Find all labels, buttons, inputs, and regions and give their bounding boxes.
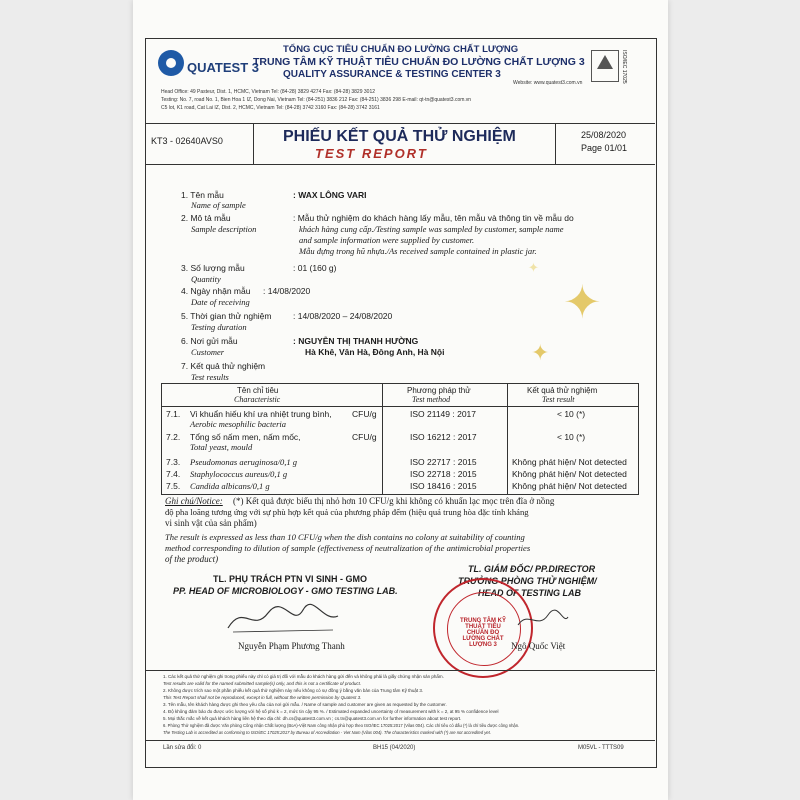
address-line-3: C5 lot, K1 road, Cat Lai IZ, Dist. 2, HCMC, Vietnam Tel: (84-28) 3742 3160 Fax: (84-28) 3742 3161 <box>161 105 380 111</box>
quantity: : 01 (160 g) <box>293 263 337 273</box>
sparkle-icon: ✦ <box>528 260 539 275</box>
field-label-en: Test results <box>191 372 229 382</box>
test-method: ISO 18416 : 2015 <box>410 481 477 491</box>
logo-text: QUATEST 3 <box>187 60 259 75</box>
characteristic-en: Total yeast, mould <box>190 442 253 452</box>
row-number: 7.4. <box>166 469 181 479</box>
sparkle-icon: ✦ <box>563 277 602 328</box>
website: Website: www.quatest3.com.vn <box>513 80 583 86</box>
address-line-2: Testing: No. 7, road No. 1, Bien Hoa 1 IZ, Dong Nai, Vietnam Tel: (84-251) 3836 212 Fax: (84-251) 3836 298 E-mail: qt-tn@quatest3.com.vn <box>161 97 472 103</box>
test-result: Không phát hiện/ Not detected <box>512 469 627 479</box>
row-number: 7.1. <box>166 409 181 419</box>
right-signatory-title: TL. GIÁM ĐỐC/ PP.DIRECTOR <box>468 564 596 574</box>
test-method: ISO 22718 : 2015 <box>410 469 477 479</box>
report-number: KT3 - 02640AVS0 <box>151 136 223 146</box>
footer-line: 5. Mọi thắc mắc về kết quả khách hàng liên hệ theo địa chỉ: dh.cs@quatest3.com.vn ; cs.tn@quatest3.com.vn for further information about test report. <box>163 716 462 721</box>
field-label: 2. Mô tả mẫu <box>181 213 231 223</box>
notice-text: (*) Kết quả được biểu thị nhỏ hơn 10 CFU/g khi không có khuẩn lạc mọc trên đĩa ở nồng <box>233 496 555 506</box>
footer-line: Test results are valid for the named submitted sample(s) only, and this is not a certificate of product. <box>163 681 362 686</box>
row-number: 7.3. <box>166 457 181 467</box>
right-signatory-title: TRƯỞNG PHÒNG THỬ NGHIỆM/ <box>458 576 597 586</box>
footer-line: 1. Các kết quả thử nghiệm ghi trong phiếu này chỉ có giá trị đối với mẫu do khách hàng gửi đến và không phải là giấy chứng nhận sản phẩm. <box>163 674 444 679</box>
report-title-en: TEST REPORT <box>315 146 428 161</box>
left-signatory-title: TL. PHỤ TRÁCH PTN VI SINH - GMO <box>213 574 367 584</box>
divider <box>253 124 254 164</box>
field-label-en: Name of sample <box>191 200 246 210</box>
field-label-en: Customer <box>191 347 225 357</box>
title-bar <box>145 123 655 165</box>
right-signatory-title-en: HEAD OF TESTING LAB <box>478 588 581 598</box>
field-label-en: Sample description <box>191 224 257 234</box>
notice-text-en: method corresponding to dilution of sample (effectiveness of neutralization of the antimicrobial properties <box>165 543 531 553</box>
field-label: 3. Số lượng mẫu <box>181 263 245 273</box>
page-number: Page 01/01 <box>581 143 628 153</box>
revision: Lần sửa đổi: 0 <box>163 745 202 751</box>
notice-text-en: The result is expressed as less than 10 CFU/g when the dish contains no colony at suitability of counting <box>165 532 525 542</box>
column-header-en: Test result <box>542 395 575 404</box>
notice-text: vi sinh vật của sản phẩm) <box>165 518 257 528</box>
field-label: 6. Nơi gửi mẫu <box>181 336 238 346</box>
characteristic: Staphylococcus aureus/0,1 g <box>190 469 288 479</box>
field-label: 1. Tên mẫu <box>181 190 224 200</box>
field-label: 5. Thời gian thử nghiệm <box>181 311 272 321</box>
form-id: M05VL - TTTS09 <box>578 745 624 751</box>
report-title-vi: PHIẾU KẾT QUẢ THỬ NGHIỆM <box>283 128 516 145</box>
test-method: ISO 22717 : 2015 <box>410 457 477 467</box>
left-signatory-title-en: PP. HEAD OF MICROBIOLOGY - GMO TESTING LAB. <box>173 586 398 596</box>
right-signatory-name: Ngô Quốc Việt <box>511 641 566 651</box>
footer-line: 2. Không được trích sao một phần phiếu kết quả thử nghiệm này nếu không có sự đồng ý bằng văn bản của Trung tâm Kỹ thuật 3. <box>163 688 424 693</box>
customer-address: Hà Khê, Vân Hà, Đông Anh, Hà Nội <box>305 347 445 357</box>
column-header-en: Test method <box>412 395 451 404</box>
sample-description: and sample information were supplied by customer. <box>299 235 475 245</box>
notice-text-en: of the product) <box>165 554 219 564</box>
divider <box>382 384 383 494</box>
field-label: 7. Kết quả thử nghiệm <box>181 361 266 371</box>
footer-line: This Test Report shall not be reproduced, except in full, without the written permission by Quatest 3. <box>163 695 362 700</box>
test-result: < 10 (*) <box>557 409 586 419</box>
test-result: < 10 (*) <box>557 432 586 442</box>
certification-mark-icon <box>591 50 619 82</box>
quatest-logo-icon <box>158 50 184 76</box>
date-received: : 14/08/2020 <box>263 286 311 296</box>
notice-text: độ pha loãng tương ứng với sự phù hợp kết quả của phương pháp đếm (hiệu quả trung hòa đặc tính kháng <box>165 507 529 517</box>
testing-duration: : 14/08/2020 – 24/08/2020 <box>293 311 393 321</box>
divider <box>162 406 638 407</box>
field-label-en: Date of receiving <box>191 297 250 307</box>
sample-description: khách hàng cung cấp./Testing sample was sampled by customer, sample name <box>299 224 564 234</box>
left-signatory-name: Nguyễn Phạm Phương Thanh <box>238 641 345 651</box>
column-header: Kết quả thử nghiệm <box>527 386 598 395</box>
unit: CFU/g <box>352 432 377 442</box>
footer-line: The Testing Lab is accredited as conforming to ISO/IEC 17025:2017 by Bureau of Accreditation - Viet Nam (Vilas 004). The characteristics marked with (*) are not accredited yet. <box>163 730 491 735</box>
column-header-en: Characteristic <box>234 395 281 404</box>
sample-description: : Mẫu thử nghiệm do khách hàng lấy mẫu, tên mẫu và thông tin về mẫu do <box>293 213 574 223</box>
document-sheet <box>133 0 668 800</box>
column-header: Tên chỉ tiêu <box>237 386 279 395</box>
stamp-text: TRUNG TÂM KỸ THUẬT TIÊU CHUẨN ĐO LƯỜNG CHẤT LƯỢNG 3 <box>460 618 506 648</box>
footer-line: 6. Phòng Thử nghiệm đã được Văn phòng Công nhận Chất lượng (BoA)-Việt Nam công nhận phù hợp theo ISO/IEC 17025:2017 (Vilas 004). Các chỉ tiêu có dấu (*) là chỉ tiêu được công nhận. <box>163 723 520 728</box>
test-result: Không phát hiện/ Not detected <box>512 457 627 467</box>
signature-icon <box>513 605 573 635</box>
characteristic: Candida albicans/0,1 g <box>190 481 270 491</box>
customer-name: : NGUYỄN THỊ THANH HƯỜNG <box>293 336 419 346</box>
row-number: 7.2. <box>166 432 181 442</box>
report-date: 25/08/2020 <box>581 130 627 140</box>
address-line-1: Head Office: 49 Pasteur, Dist. 1, HCMC, Vietnam Tel: (84-28) 3829 4274 Fax: (84-28) 3829 3012 <box>161 89 376 95</box>
divider <box>507 384 508 494</box>
unit: CFU/g <box>352 409 377 419</box>
signature-icon <box>223 598 343 638</box>
divider <box>555 124 556 164</box>
test-result: Không phát hiện/ Not detected <box>512 481 627 491</box>
field-label-en: Testing duration <box>191 322 247 332</box>
column-header: Phương pháp thử <box>407 386 471 395</box>
center-name-en: QUALITY ASSURANCE & TESTING CENTER 3 <box>283 69 501 80</box>
footer-line: 3. Tên mẫu, tên khách hàng được ghi theo yêu cầu của nơi gửi mẫu. / Name of sample and customer are given as requested by the customer. <box>163 702 447 707</box>
characteristic-en: Aerobic mesophilic bacteria <box>190 419 286 429</box>
test-method: ISO 21149 : 2017 <box>410 409 477 419</box>
sample-description: Mẫu đựng trong hũ nhựa./As received sample contained in plastic jar. <box>299 246 537 256</box>
footer-divider <box>145 670 655 671</box>
notice-label: Ghi chú/Notice: <box>165 496 223 506</box>
field-label-en: Quantity <box>191 274 221 284</box>
characteristic: Vi khuẩn hiếu khí ưa nhiệt trung bình, <box>190 409 332 419</box>
characteristic: Tổng số nấm men, nấm mốc, <box>190 432 301 442</box>
form-code: BH15 (04/2020) <box>373 745 416 751</box>
footer-divider <box>145 740 655 741</box>
center-name-vi: TRUNG TÂM KỸ THUẬT TIÊU CHUẨN ĐO LƯỜNG CHẤT LƯỢNG 3 <box>253 56 585 68</box>
results-table <box>161 383 639 495</box>
sparkle-icon: ✦ <box>531 340 550 365</box>
characteristic: Pseudomonas aeruginosa/0,1 g <box>190 457 297 467</box>
agency-name: TỔNG CỤC TIÊU CHUẨN ĐO LƯỜNG CHẤT LƯỢNG <box>283 44 519 55</box>
row-number: 7.5. <box>166 481 181 491</box>
cert-label: ISO/IEC 17025 <box>621 50 627 84</box>
footer-line: 4. Độ không đảm bảo đo được ước lượng với hệ số phủ k = 2, mức tin cậy 95 %. / Estimated expanded uncertainty of measurement with k = 2, at 95 % confidence level <box>163 709 499 714</box>
test-method: ISO 16212 : 2017 <box>410 432 477 442</box>
sample-name: : WAX LÔNG VARI <box>293 190 367 200</box>
field-label: 4. Ngày nhận mẫu <box>181 286 251 296</box>
